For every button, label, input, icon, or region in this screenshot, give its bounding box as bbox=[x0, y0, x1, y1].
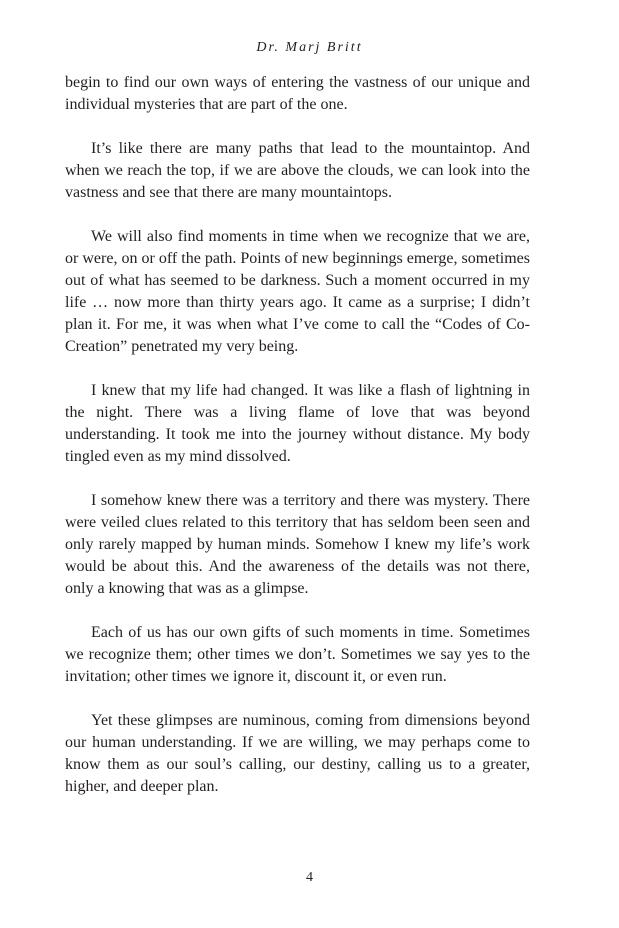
page-number: 4 bbox=[306, 870, 313, 885]
paragraph-1: begin to find our own ways of entering the vastness of our unique and individual mysteries that are part of the one. bbox=[65, 74, 530, 113]
running-head: Dr. Marj Britt bbox=[256, 40, 363, 55]
body-text bbox=[65, 72, 530, 820]
paragraph-3: We will also find moments in time when we recognize that we are, or were, on or off the path. Points of new beginnings emerge, sometimes out of what has seemed to be darkness. Such a moment occurred in my life … now more than thirty years ago. It came as a surprise; I didn’t plan it. For me, it was when what I’ve come to call the “Codes of Co-Creation” penetrated my very being. bbox=[65, 228, 530, 355]
paragraph-6: Each of us has our own gifts of such moments in time. Sometimes we recognize them; other times we don’t. Sometimes we say yes to the invitation; other times we ignore it, discount it, or even run. bbox=[65, 624, 530, 685]
paragraph-2: It’s like there are many paths that lead to the mountaintop. And when we reach the top, if we are above the clouds, we can look into the vastness and see that there are many mountaintops. bbox=[65, 140, 530, 201]
paragraph-4: I knew that my life had changed. It was like a flash of lightning in the night. There was a living flame of love that was beyond understanding. It took me into the journey without distance. My body tingled even as my mind dissolved. bbox=[65, 382, 530, 465]
paragraph-5: I somehow knew there was a territory and there was mystery. There were veiled clues related to this territory that has seldom been seen and only rarely mapped by human minds. Somehow I knew my life’s work would be about this. And the awareness of the details was not there, only a knowing that was as a glimpse. bbox=[65, 492, 530, 597]
paragraph-7: Yet these glimpses are numinous, coming from dimensions beyond our human understanding. If we are willing, we may perhaps come to know them as our soul’s calling, our destiny, calling us to a greater, higher, and deeper plan. bbox=[65, 712, 530, 795]
